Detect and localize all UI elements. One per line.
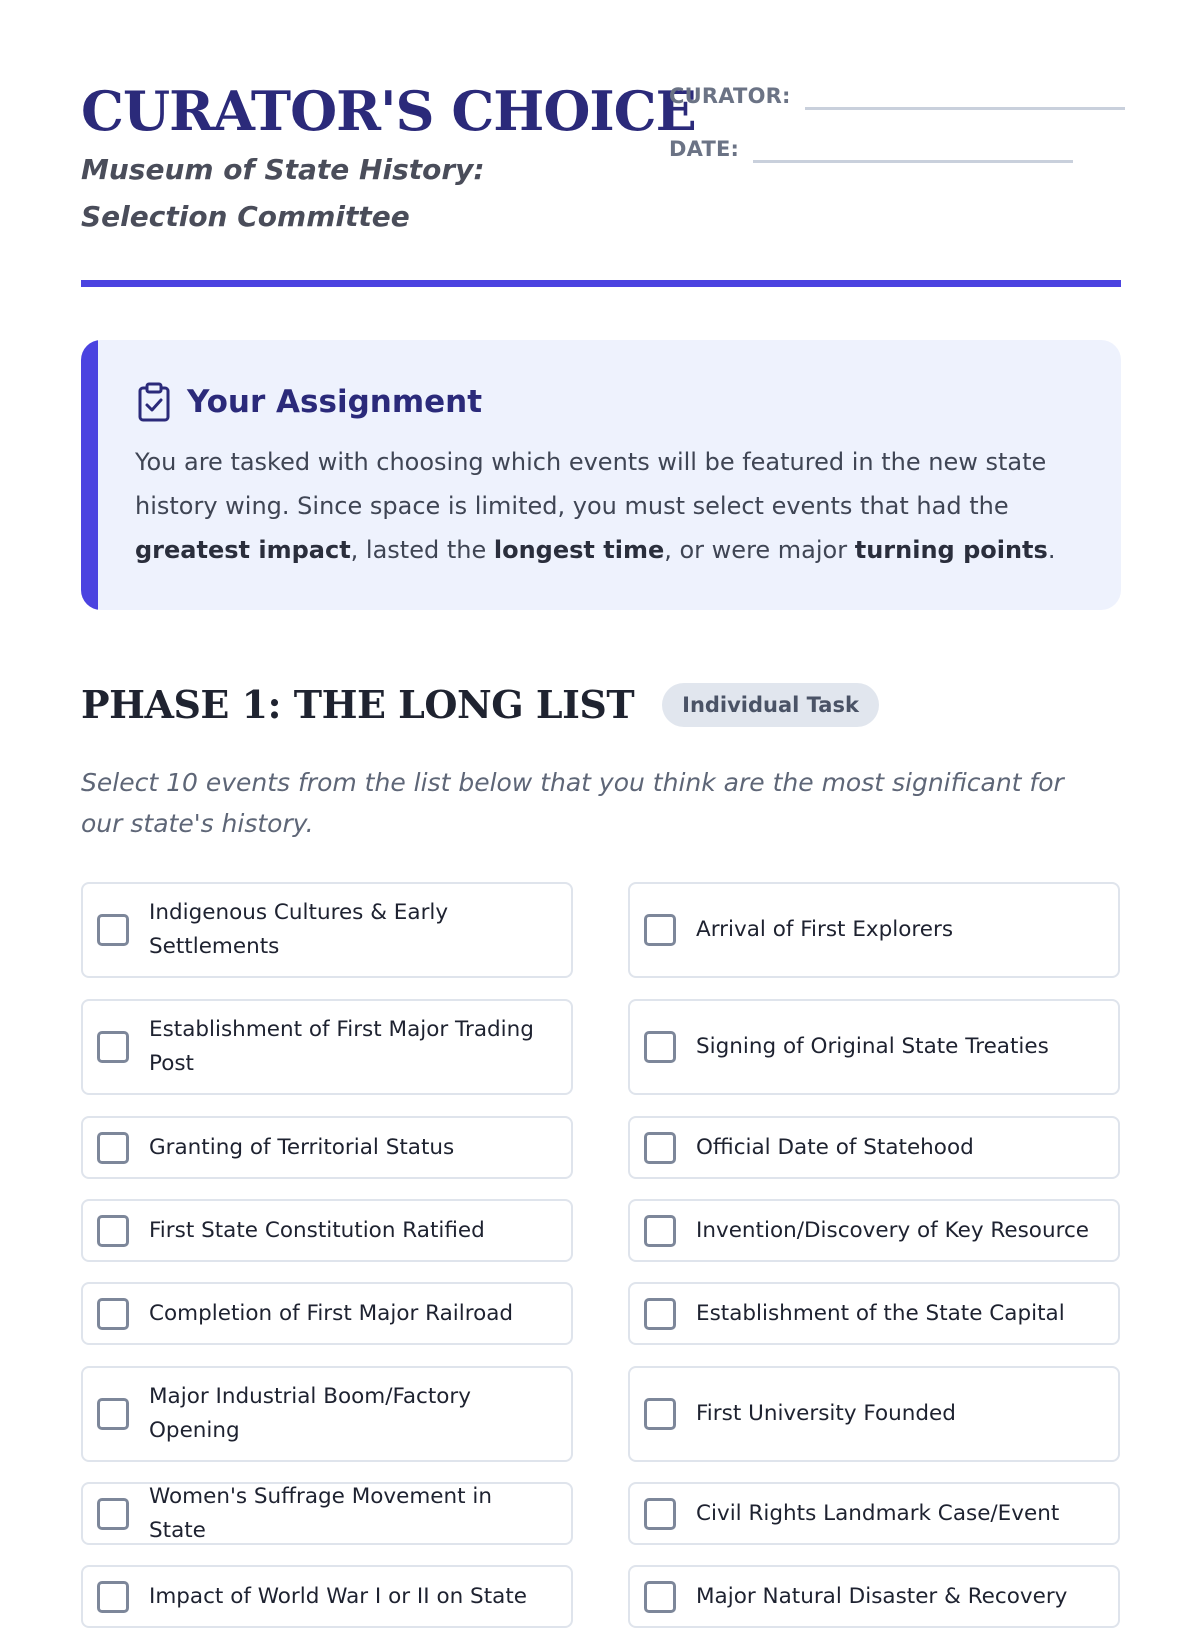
event-label: Women's Suffrage Movement in State	[149, 1483, 493, 1543]
event-label: Granting of Territorial Status	[149, 1134, 455, 1160]
event-item[interactable]	[81, 1116, 573, 1179]
date-input-line[interactable]	[753, 160, 1073, 163]
event-label: Invention/Discovery of Key Resource	[696, 1217, 1089, 1243]
date-field[interactable]	[669, 137, 1073, 161]
event-label: Establishment of the State Capital	[696, 1300, 1065, 1326]
assignment-text-part: , or were major	[664, 536, 855, 564]
phase-title: PHASE 1: THE LONG LIST	[81, 682, 635, 727]
event-checkbox[interactable]	[97, 1498, 129, 1530]
assignment-emphasis: turning points	[854, 536, 1048, 564]
event-checkbox[interactable]	[97, 1031, 129, 1063]
page-title: CURATOR'S CHOICE	[81, 79, 696, 143]
event-label: Completion of First Major Railroad	[149, 1300, 514, 1326]
event-checkbox[interactable]	[97, 1132, 129, 1164]
event-label: Major Natural Disaster & Recovery	[696, 1583, 1068, 1609]
event-label: Civil Rights Landmark Case/Event	[696, 1500, 1060, 1526]
event-item[interactable]	[628, 1282, 1120, 1345]
event-label: Signing of Original State Treaties	[696, 1034, 1049, 1059]
event-item[interactable]	[81, 999, 573, 1095]
header	[81, 0, 1121, 290]
event-item[interactable]	[81, 1282, 573, 1345]
assignment-text-part: You are tasked with choosing which events will be featured in the new state history wing. Since space is limited, you must select events that had the	[135, 448, 1047, 520]
assignment-text-part: .	[1047, 536, 1056, 564]
event-checkbox[interactable]	[644, 1581, 676, 1613]
header-divider	[81, 280, 1121, 287]
event-label: Official Date of Statehood	[696, 1134, 974, 1160]
date-label: DATE:	[669, 137, 740, 161]
curator-field[interactable]	[669, 84, 1125, 108]
event-checkbox[interactable]	[644, 1132, 676, 1164]
phase-heading	[81, 682, 879, 727]
assignment-box	[81, 340, 1121, 610]
event-checkbox[interactable]	[644, 914, 676, 946]
event-checkbox[interactable]	[97, 1215, 129, 1247]
event-item[interactable]	[628, 1482, 1120, 1545]
event-item[interactable]	[81, 1366, 573, 1462]
event-checkbox[interactable]	[97, 1298, 129, 1330]
assignment-text	[135, 440, 1075, 572]
event-checkbox[interactable]	[97, 1581, 129, 1613]
worksheet-page	[81, 0, 1121, 1609]
event-item[interactable]	[628, 1199, 1120, 1262]
event-item[interactable]	[81, 1482, 573, 1545]
event-label: Impact of World War I or II on State	[149, 1583, 527, 1609]
assignment-emphasis: longest time	[493, 536, 665, 564]
assignment-heading	[137, 382, 482, 422]
event-checkbox[interactable]	[644, 1215, 676, 1247]
event-item[interactable]	[628, 1565, 1120, 1628]
event-item[interactable]	[81, 1565, 573, 1628]
event-item[interactable]	[81, 1199, 573, 1262]
event-checkbox[interactable]	[644, 1298, 676, 1330]
clipboard-check-icon	[137, 382, 171, 422]
event-label: First University Founded	[696, 1401, 956, 1426]
event-checkbox[interactable]	[644, 1398, 676, 1430]
event-label: Arrival of First Explorers	[696, 917, 954, 942]
event-checkbox[interactable]	[97, 914, 129, 946]
curator-label: CURATOR:	[669, 84, 791, 108]
page-subtitle: Museum of State History: Selection Committee	[81, 153, 485, 233]
event-item[interactable]	[628, 1366, 1120, 1462]
event-label: Major Industrial Boom/Factory Opening	[149, 1384, 471, 1443]
assignment-emphasis: greatest impact	[135, 536, 351, 564]
event-checkbox[interactable]	[644, 1031, 676, 1063]
phase-instructions: Select 10 events from the list below that you think are the most significant for our state's history.	[81, 768, 1064, 838]
event-item[interactable]	[81, 882, 573, 978]
event-checkbox[interactable]	[644, 1498, 676, 1530]
assignment-text-part: , lasted the	[350, 536, 494, 564]
assignment-title: Your Assignment	[187, 384, 483, 420]
event-item[interactable]	[628, 1116, 1120, 1179]
task-badge: Individual Task	[662, 683, 879, 727]
event-label: Indigenous Cultures & Early Settlements	[149, 900, 449, 959]
event-label: Establishment of First Major Trading Post	[149, 1017, 534, 1076]
event-label: First State Constitution Ratified	[149, 1217, 485, 1243]
event-item[interactable]	[628, 882, 1120, 978]
event-checkbox[interactable]	[97, 1398, 129, 1430]
curator-input-line[interactable]	[805, 107, 1125, 110]
event-item[interactable]	[628, 999, 1120, 1095]
